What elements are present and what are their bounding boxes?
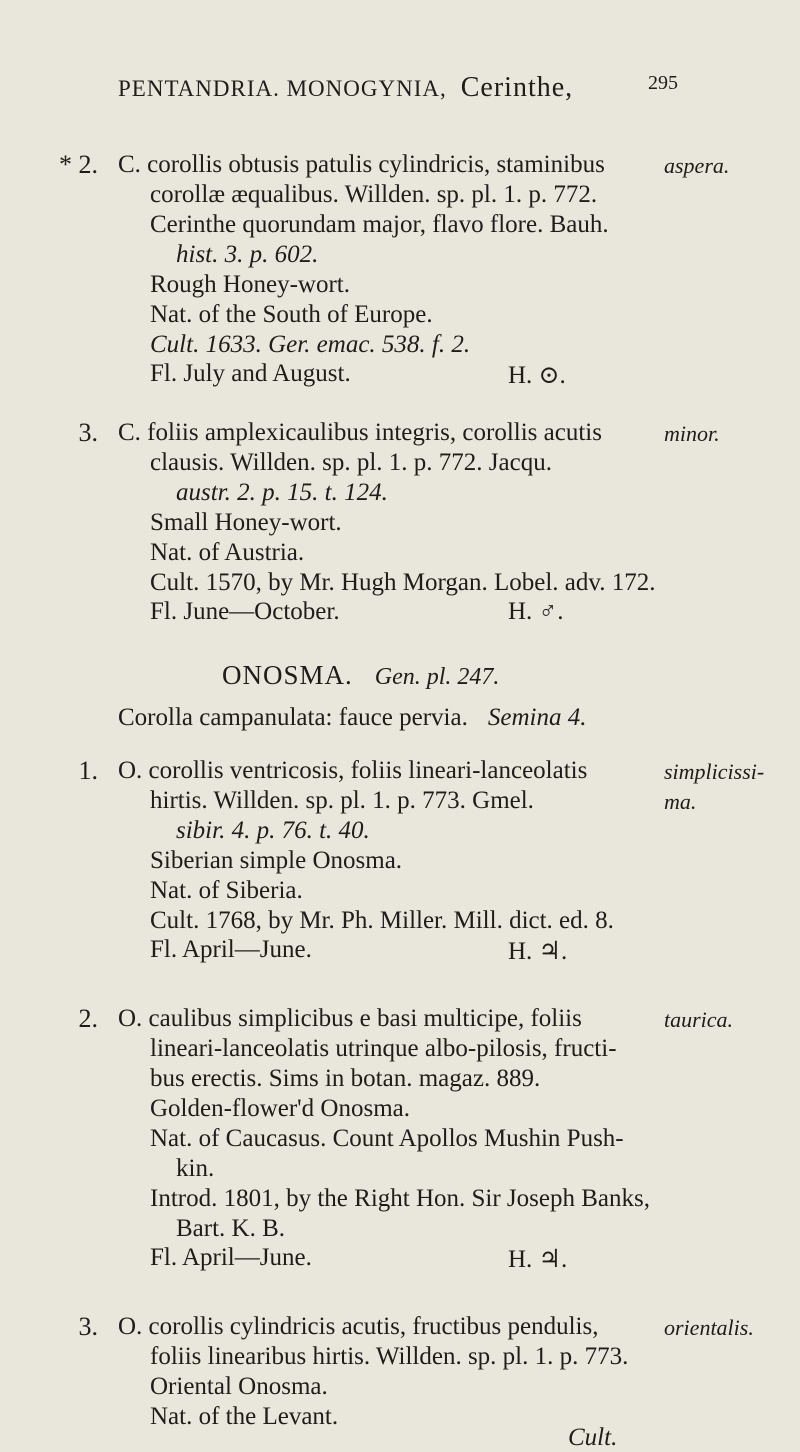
entry-number: 3. [78,418,98,447]
entry-line: sibir. 4. p. 76. t. 40. [176,817,370,844]
entry-number: 2. [78,1004,98,1033]
entry-line: hirtis. Willden. sp. pl. 1. p. 773. Gmel. [150,787,534,814]
header-section: PENTANDRIA. MONOGYNIA, Cerinthe, [118,72,574,103]
entry-line: lineari-lanceolatis utrinque albo-pilosis, fructi- [150,1035,617,1062]
habit-mark: H. ♃. [508,1246,568,1273]
entry-line: clausis. Willden. sp. pl. 1. p. 772. Jacqu. [150,449,552,476]
entry-line: Fl. April—June. [150,936,312,963]
entry-line: Nat. of Siberia. [150,877,303,904]
header-genus: Cerinthe, [460,72,574,103]
entry-line: Cult. 1768, by Mr. Ph. Miller. Mill. dict. ed. 8. [150,907,614,934]
entry-line: Rough Honey-wort. [150,271,350,298]
entry-line: Cult. 1633. Ger. emac. 538. f. 2. [150,331,471,358]
entry-line: Small Honey-wort. [150,509,342,536]
entry-line: Nat. of the South of Europe. [150,301,433,328]
entry-line: Cerinthe quorundam major, flavo flore. Bauh. [150,211,609,238]
genus-character: Corolla campanulata: fauce pervia. Semina 4. [118,704,587,731]
entry-line: Cult. 1570, by Mr. Hugh Morgan. Lobel. adv. 172. [150,569,656,596]
entry-number: * 2. [59,150,98,179]
entry-line: hist. 3. p. 602. [176,241,319,268]
entry-line: austr. 2. p. 15. t. 124. [176,479,388,506]
entry-line: Bart. K. B. [176,1215,286,1242]
entry-line: kin. [176,1155,215,1182]
habit-mark: H. ♃. [508,938,568,965]
entry-line: Introd. 1801, by the Right Hon. Sir Joseph Banks, [150,1185,650,1212]
habit-mark: H. ♂. [508,598,564,625]
entry-line: Fl. April—June. [150,1244,312,1271]
entry-line: Fl. June—October. [150,598,340,625]
entry-line: O. corollis ventricosis, foliis lineari-lanceolatis [118,757,588,784]
entry-line: Nat. of Austria. [150,539,305,566]
page-number: 295 [648,72,678,94]
trivial-name: minor. [664,421,720,446]
entry-line: C. foliis amplexicaulibus integris, corollis acutis [118,419,602,446]
running-header [0,72,800,112]
trivial-name: taurica. [664,1007,734,1032]
entry-line: Siberian simple Onosma. [150,847,403,874]
entry-line: Golden-flower'd Onosma. [150,1095,410,1122]
trivial-name: simplicissi- [664,759,765,784]
genus-reference: Gen. pl. 247. [374,664,500,690]
entry-line: corollæ æqualibus. Willden. sp. pl. 1. p. 772. [150,181,598,208]
entry-line: Fl. July and August. [150,360,351,387]
entry-line: Nat. of the Levant. [150,1403,339,1430]
entry-line: foliis linearibus hirtis. Willden. sp. pl. 1. p. 773. [150,1343,629,1370]
genus-title: ONOSMA. Gen. pl. 247. [222,660,500,690]
entry-number: 1. [78,756,98,785]
entry-line: Oriental Onosma. [150,1373,328,1400]
entry-line: Nat. of Caucasus. Count Apollos Mushin Push- [150,1125,624,1152]
trivial-name-cont: ma. [664,789,697,814]
entry-number: 3. [78,1312,98,1341]
entry-line: O. caulibus simplicibus e basi multicipe, foliis [118,1005,582,1032]
trivial-name: aspera. [664,153,730,178]
trivial-name: orientalis. [664,1315,754,1340]
entry-line: bus erectis. Sims in botan. magaz. 889. [150,1065,541,1092]
entry-line: O. corollis cylindricis acutis, fructibus pendulis, [118,1313,599,1340]
catchword: Cult. [568,1424,618,1451]
habit-mark: H. ⊙. [508,362,566,389]
entry-line: C. corollis obtusis patulis cylindricis, staminibus [118,151,605,178]
genus-semina: Semina 4. [487,704,587,731]
